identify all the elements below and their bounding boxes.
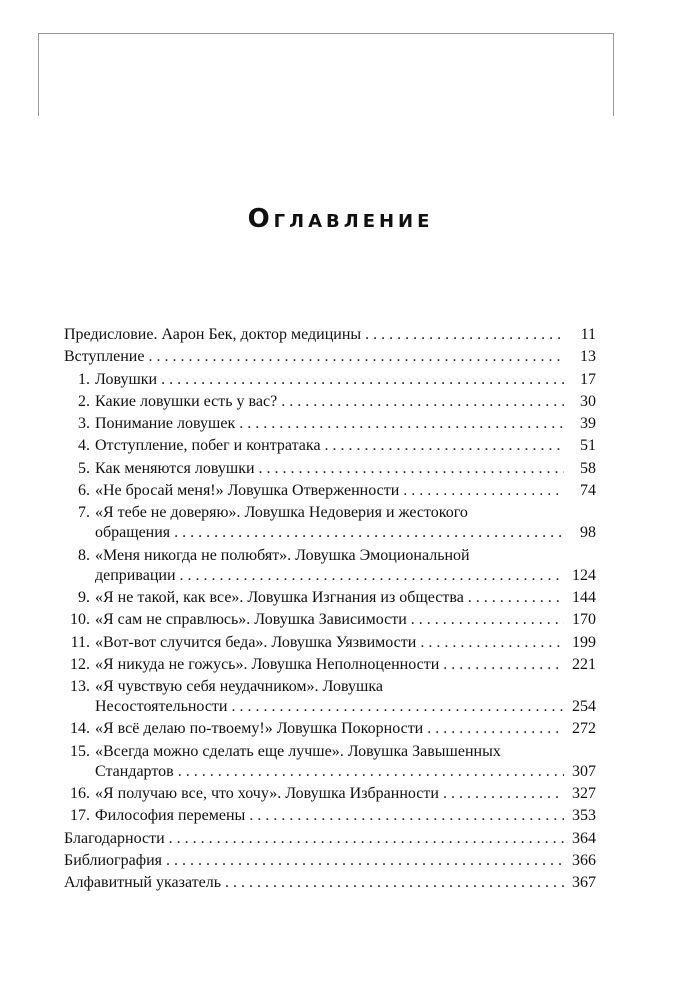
toc-entry-title: «Я получаю все, что хочу». Ловушка Избранности: [95, 785, 439, 803]
toc-entry-page-number: 353: [572, 807, 596, 825]
toc-entry-number: 11.: [70, 633, 90, 651]
toc-entry[interactable]: [64, 436, 596, 456]
toc-entry-page-number: 51: [580, 437, 596, 455]
toc-entry[interactable]: [64, 873, 596, 893]
toc-entry[interactable]: [64, 546, 596, 586]
table-of-contents: [64, 325, 596, 896]
toc-entry-title: Вступление: [64, 348, 145, 366]
toc-entry[interactable]: [64, 503, 596, 543]
toc-entry-title: Как меняются ловушки: [95, 459, 255, 477]
toc-entry-title: Стандартов: [95, 762, 174, 780]
toc-entry-title: «Я сам не справлюсь». Ловушка Зависимости: [95, 611, 407, 629]
toc-entry[interactable]: [64, 370, 596, 390]
dot-leader: [420, 633, 564, 653]
toc-entry-page-number: 58: [580, 459, 596, 477]
toc-entry-page-number: 170: [572, 611, 596, 629]
toc-entry[interactable]: [64, 347, 596, 367]
dot-leader: [365, 325, 564, 345]
dot-leader: [174, 523, 564, 543]
toc-entry[interactable]: [64, 481, 596, 501]
dot-leader: [231, 697, 564, 717]
toc-entry-number: 12.: [70, 655, 90, 673]
toc-entry-number: 5.: [78, 459, 90, 477]
toc-entry-title: Библиография: [64, 851, 162, 869]
dot-leader: [180, 566, 565, 586]
toc-entry-title: Несостоятельности: [95, 698, 228, 716]
toc-entry-title: Благодарности: [64, 829, 165, 847]
toc-entry-title: депривации: [95, 566, 176, 584]
toc-entry[interactable]: [64, 392, 596, 412]
dot-leader: [443, 655, 564, 675]
toc-entry[interactable]: [64, 588, 596, 608]
toc-entry-title: «Я не такой, как все». Ловушка Изгнания из общества: [95, 588, 464, 606]
toc-entry-title: Философия перемены: [95, 807, 246, 825]
toc-entry-number: 10.: [70, 611, 90, 629]
toc-entry-number: 8.: [78, 546, 90, 564]
toc-entry-number: 1.: [78, 370, 90, 388]
toc-entry[interactable]: [64, 806, 596, 826]
toc-entry-page-number: 13: [580, 348, 596, 366]
toc-entry-number: 3.: [78, 415, 90, 433]
dot-leader: [161, 370, 564, 390]
toc-entry-title: «Вот-вот случится беда». Ловушка Уязвимости: [95, 633, 417, 651]
toc-entry-number: 16.: [70, 785, 90, 803]
page-title: Оглавление: [247, 204, 434, 234]
toc-entry-page-number: 221: [572, 655, 596, 673]
toc-entry-page-number: 11: [580, 326, 596, 343]
toc-entry-title: Понимание ловушек: [95, 415, 236, 433]
toc-entry-page-number: 199: [572, 633, 596, 651]
toc-entry[interactable]: [64, 414, 596, 434]
dot-leader: [468, 588, 564, 608]
toc-entry-title: Отступление, побег и контратака: [95, 437, 321, 455]
toc-entry-number: 6.: [78, 482, 90, 500]
toc-entry-page-number: 124: [572, 566, 596, 584]
dot-leader: [178, 762, 564, 782]
dot-leader: [411, 610, 564, 630]
toc-entry-number: 4.: [78, 437, 90, 455]
toc-entry-number: 7.: [78, 504, 90, 522]
toc-entry-page-number: 364: [572, 829, 596, 847]
toc-entry-title: «Я тебе не доверяю». Ловушка Недоверия и жестокого: [95, 504, 468, 522]
toc-entry-page-number: 254: [572, 698, 596, 716]
toc-entry-page-number: 272: [572, 720, 596, 738]
toc-entry[interactable]: [64, 633, 596, 653]
dot-leader: [281, 392, 564, 412]
toc-entry-title: «Не бросай меня!» Ловушка Отверженности: [95, 482, 400, 500]
toc-entry-page-number: 30: [580, 392, 596, 410]
toc-entry[interactable]: [64, 784, 596, 804]
toc-entry-page-number: 98: [580, 524, 596, 542]
dot-leader: [239, 414, 564, 434]
toc-entry[interactable]: [64, 655, 596, 675]
toc-entry-title: «Я всё делаю по-твоему!» Ловушка Покорности: [95, 720, 424, 738]
toc-entry[interactable]: [64, 677, 596, 717]
toc-entry-title: «Меня никогда не полюбят». Ловушка Эмоциональной: [95, 546, 470, 564]
toc-entry-page-number: 367: [572, 874, 596, 892]
dot-leader: [166, 851, 564, 871]
dot-leader: [225, 873, 564, 893]
toc-entry-page-number: 307: [572, 762, 596, 780]
dot-leader: [148, 347, 564, 367]
dot-leader: [403, 481, 564, 501]
toc-entry-title: Ловушки: [95, 370, 158, 388]
toc-entry-page-number: 74: [580, 482, 596, 500]
toc-entry[interactable]: [64, 851, 596, 871]
toc-entry-title: Какие ловушки есть у вас?: [95, 392, 278, 410]
dot-leader: [169, 829, 564, 849]
toc-entry-number: 14.: [70, 720, 90, 738]
toc-entry-number: 13.: [70, 678, 90, 696]
toc-entry-title: Алфавитный указатель: [64, 874, 222, 892]
toc-entry-page-number: 327: [572, 785, 596, 803]
toc-entry-title: обращения: [95, 524, 171, 542]
toc-entry-page-number: 144: [572, 588, 596, 606]
toc-entry[interactable]: [64, 459, 596, 479]
toc-entry-title: «Я никуда не гожусь». Ловушка Неполноценности: [95, 655, 440, 673]
dot-leader: [325, 436, 564, 456]
toc-entry-page-number: 17: [580, 370, 596, 388]
page-frame: [38, 33, 614, 116]
toc-entry-title: «Всегда можно сделать еще лучше». Ловушка Завышенных: [95, 742, 501, 760]
toc-entry-title: Предисловие. Аарон Бек, доктор медицины: [64, 326, 362, 343]
toc-entry-number: 15.: [70, 742, 90, 760]
toc-entry[interactable]: [64, 325, 596, 345]
dot-leader: [249, 806, 564, 826]
toc-entry-number: 9.: [78, 588, 90, 606]
toc-entry-number: 17.: [70, 807, 90, 825]
toc-entry[interactable]: [64, 829, 596, 849]
toc-entry-page-number: 366: [572, 851, 596, 869]
dot-leader: [427, 719, 564, 739]
toc-entry-title: «Я чувствую себя неудачником». Ловушка: [95, 678, 383, 696]
dot-leader: [259, 459, 564, 479]
toc-entry[interactable]: [64, 742, 596, 782]
toc-entry-number: 2.: [78, 392, 90, 410]
toc-entry-page-number: 39: [580, 415, 596, 433]
toc-entry[interactable]: [64, 719, 596, 739]
dot-leader: [443, 784, 564, 804]
toc-entry[interactable]: [64, 610, 596, 630]
